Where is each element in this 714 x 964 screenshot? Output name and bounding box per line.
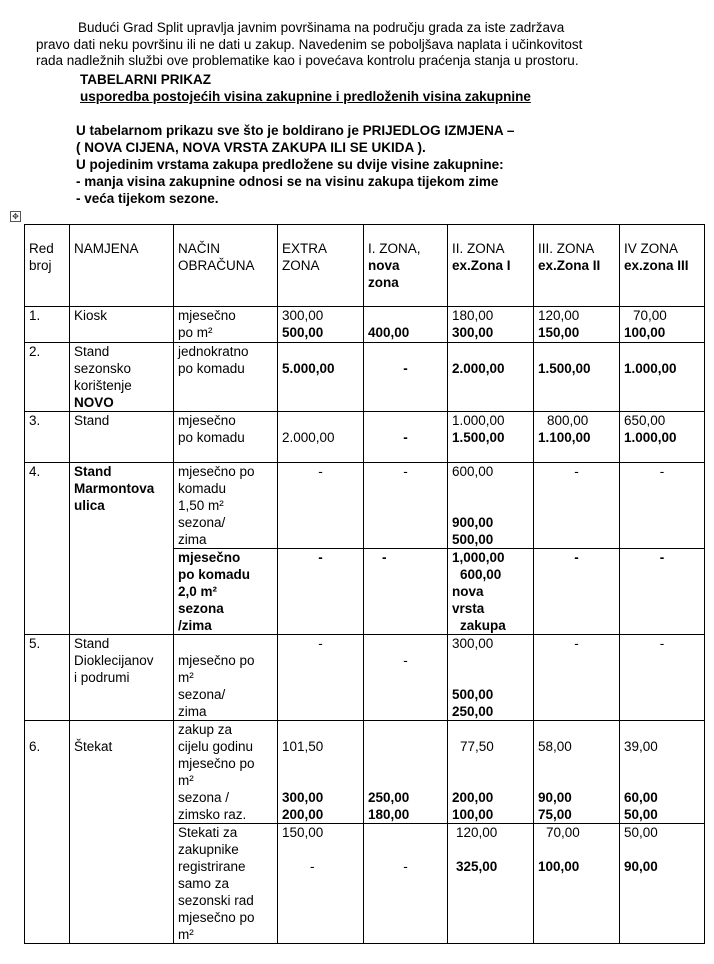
cell: 6.: [25, 721, 70, 944]
cell: 3.: [25, 412, 70, 463]
cell: -: [278, 549, 364, 635]
cell: mjesečno po komadu 2,0 m² sezona /zima: [174, 549, 278, 635]
cell: -: [534, 635, 620, 721]
notes-block: [76, 122, 514, 207]
cell: 5.000,00: [278, 343, 364, 412]
cell: -: [364, 343, 448, 412]
table-title: TABELARNI PRIKAZ: [80, 72, 211, 87]
note-line: - manja visina zakupnine odnosi se na visinu zakupa tijekom zime: [76, 174, 499, 189]
cell: 800,00 1.100,00: [534, 412, 620, 463]
note-line: ( NOVA CIJENA, NOVA VRSTA ZAKUPA ILI SE UKIDA ).: [76, 140, 426, 155]
intro-paragraph: [36, 20, 676, 70]
cell: 2.000,00: [278, 412, 364, 463]
cell: 5.: [25, 635, 70, 721]
cell: mjesečno po m²: [174, 307, 278, 343]
cell: -: [364, 463, 448, 549]
cell: 77,50 200,00 100,00: [448, 721, 534, 824]
table-row: [25, 463, 705, 549]
cell: 2.000,00: [448, 343, 534, 412]
cell: 4.: [25, 463, 70, 635]
cell: 50,00 90,00: [620, 824, 705, 944]
cell: 1.500,00: [534, 343, 620, 412]
cell: -: [278, 635, 364, 721]
intro-line: pravo dati neku površinu ili ne dati u zakup. Navedenim se poboljšava naplata i učinkovitost: [36, 36, 583, 52]
cell: 120,00 325,00: [448, 824, 534, 944]
header-cell: II. ZONA ex.Zona I: [448, 225, 534, 307]
cell: 600,00 900,00 500,00: [448, 463, 534, 549]
cell: mjesečno po komadu: [174, 412, 278, 463]
note-line: - veća tijekom sezone.: [76, 191, 219, 206]
header-cell: Red broj: [25, 225, 70, 307]
cell: 1.: [25, 307, 70, 343]
cell: -: [278, 463, 364, 549]
table-row: [25, 343, 705, 412]
intro-line: rada nadležnih službi ove problematike kao i povećava kontrolu praćenja stanja u prostoru.: [36, 53, 579, 68]
table-row: [25, 635, 705, 721]
heading-block: [80, 71, 531, 105]
table-row: [25, 412, 705, 463]
cell: -: [620, 635, 705, 721]
cell: 2.: [25, 343, 70, 412]
note-line: U tabelarnom prikazu sve što je boldirano je PRIJEDLOG IZMJENA –: [76, 123, 515, 138]
header-cell: EXTRA ZONA: [278, 225, 364, 307]
rent-table: [24, 224, 705, 944]
cell: 70,00 100,00: [534, 824, 620, 944]
header-cell: I. ZONA, nova zona: [364, 225, 448, 307]
cell: Štekat: [70, 721, 174, 944]
cell: 300,00 500,00: [278, 307, 364, 343]
cell: mjesečno po m² sezona/ zima: [174, 635, 278, 721]
cell: Stand: [70, 412, 174, 463]
cell: 70,00 100,00: [620, 307, 705, 343]
cell: 400,00: [364, 307, 448, 343]
header-cell: NAMJENA: [70, 225, 174, 307]
cell: Stand Dioklecijanov i podrumi: [70, 635, 174, 721]
cell: mjesečno po komadu 1,50 m² sezona/ zima: [174, 463, 278, 549]
cell: 150,00 -: [278, 824, 364, 944]
cell: -: [364, 635, 448, 721]
cell: -: [364, 824, 448, 944]
intro-line: Budući Grad Split upravlja javnim površinama na području grada za iste zadržava: [78, 20, 565, 35]
move-handle-icon[interactable]: ✥: [10, 211, 21, 222]
cell: 1.000,00 1.500,00: [448, 412, 534, 463]
cell: 180,00 300,00: [448, 307, 534, 343]
cell: jednokratno po komadu: [174, 343, 278, 412]
cell: 650,00 1.000,00: [620, 412, 705, 463]
header-cell: IV ZONA ex.zona III: [620, 225, 705, 307]
cell: Stekati za zakupnike registrirane samo za sezonski rad mjesečno po m²: [174, 824, 278, 944]
cell: 101,50 300,00 200,00: [278, 721, 364, 824]
cell: -: [364, 412, 448, 463]
table-row: [25, 721, 705, 824]
cell: zakup za cijelu godinu mjesečno po m² sezona / zimsko raz.: [174, 721, 278, 824]
header-cell: NAČIN OBRAČUNA: [174, 225, 278, 307]
cell: 300,00 500,00 250,00: [448, 635, 534, 721]
table-subtitle: usporedba postojećih visina zakupnine i predloženih visina zakupnine: [80, 89, 531, 104]
cell: Stand Marmontova ulica: [70, 463, 174, 635]
cell: -: [364, 549, 448, 635]
cell: 1.000,00: [620, 343, 705, 412]
cell: -: [534, 549, 620, 635]
cell: Kiosk: [70, 307, 174, 343]
note-line: U pojedinim vrstama zakupa predložene su dvije visine zakupnine:: [76, 157, 504, 172]
cell: Stand sezonsko korištenje NOVO: [70, 343, 174, 412]
cell: 1,000,00 600,00 nova vrsta zakupa: [448, 549, 534, 635]
table-header-row: [25, 225, 705, 307]
cell: -: [620, 549, 705, 635]
cell: 39,00 60,00 50,00: [620, 721, 705, 824]
header-cell: III. ZONA ex.Zona II: [534, 225, 620, 307]
cell: 58,00 90,00 75,00: [534, 721, 620, 824]
cell: 250,00 180,00: [364, 721, 448, 824]
cell: -: [534, 463, 620, 549]
table-row: [25, 307, 705, 343]
cell: 120,00 150,00: [534, 307, 620, 343]
cell: -: [620, 463, 705, 549]
